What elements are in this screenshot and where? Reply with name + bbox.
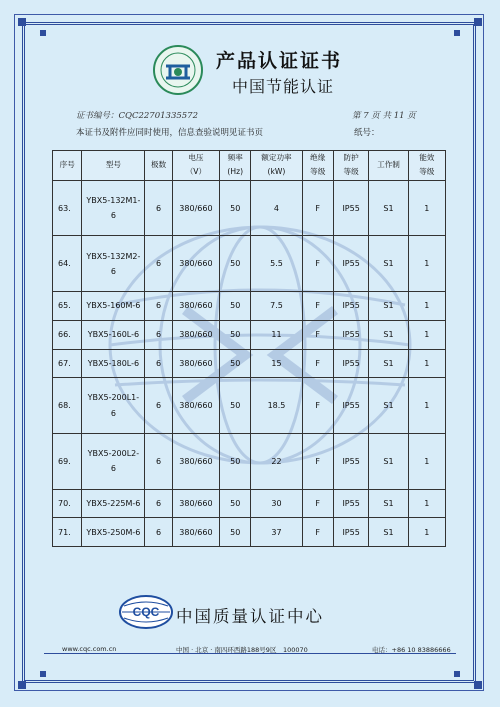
cell-poles: 6 — [145, 433, 173, 489]
column-header-line: (Hz) — [227, 167, 244, 177]
cell-insulation: F — [302, 236, 333, 292]
cell-poles: 6 — [145, 489, 173, 518]
energy-saving-certification-logo — [152, 44, 204, 96]
cell-model — [82, 378, 145, 434]
cell-poles: 6 — [145, 349, 173, 378]
corner-ornament — [40, 671, 46, 677]
table-row — [53, 489, 446, 518]
column-header-line: 频率 — [227, 153, 243, 162]
cell-voltage: 380/660 — [172, 236, 219, 292]
table-row — [53, 320, 446, 349]
model-line: YBX5-200L2- — [87, 449, 140, 458]
cell-duty: S1 — [369, 433, 408, 489]
cell-duty: S1 — [369, 236, 408, 292]
paper-number-label: 纸号： — [354, 128, 380, 138]
cell-duty: S1 — [369, 349, 408, 378]
cell-insulation: F — [302, 180, 333, 236]
cell-no: 65. — [53, 292, 82, 321]
footer-website: www.cqc.com.cn — [62, 645, 117, 653]
cell-insulation: F — [302, 518, 333, 547]
cell-poles: 6 — [145, 236, 173, 292]
cell-freq: 50 — [220, 180, 251, 236]
cell-protection: IP55 — [333, 349, 368, 378]
column-header-line: 等级 — [419, 167, 435, 177]
cell-poles: 6 — [145, 292, 173, 321]
column-header-line: 绝缘 — [310, 153, 326, 162]
cell-poles: 6 — [145, 320, 173, 349]
corner-ornament — [474, 18, 482, 26]
cell-duty: S1 — [369, 292, 408, 321]
column-header — [333, 151, 368, 181]
corner-ornament — [454, 30, 460, 36]
model-line: YBX5-200L1- — [87, 393, 140, 403]
cell-duty: S1 — [369, 489, 408, 518]
cell-insulation: F — [302, 378, 333, 434]
cell-model — [82, 433, 145, 489]
cell-protection: IP55 — [333, 320, 368, 349]
cell-power: 7.5 — [251, 292, 302, 321]
cell-efficiency: 1 — [408, 378, 445, 434]
model-line: YBX5-250M-6 — [86, 527, 141, 537]
column-header-line: 工作制 — [377, 160, 400, 170]
cqc-logo-text: CQC — [132, 605, 160, 619]
cell-insulation: F — [302, 433, 333, 489]
table-row — [53, 180, 446, 236]
corner-ornament — [474, 681, 482, 689]
column-header — [145, 151, 173, 181]
column-header-line: (kW) — [267, 167, 286, 177]
column-header-line: （V） — [185, 167, 207, 177]
model-line: YBX5-132M2- — [86, 251, 141, 261]
organization-name: 中国质量认证中心 — [176, 607, 324, 626]
cell-voltage: 380/660 — [172, 489, 219, 518]
model-line: YBX5-160L-6 — [87, 330, 140, 340]
cell-model — [82, 180, 145, 236]
cell-insulation: F — [302, 489, 333, 518]
cell-freq: 50 — [220, 236, 251, 292]
cell-insulation: F — [302, 292, 333, 321]
column-header-line: 极数 — [151, 160, 167, 170]
certificate-title: 产品认证证书 — [216, 50, 343, 72]
column-header-line: 防护 — [343, 153, 359, 162]
column-header-line: 等级 — [310, 167, 326, 177]
cell-protection: IP55 — [333, 180, 368, 236]
model-line: YBX5-180L-6 — [87, 358, 140, 368]
cell-freq: 50 — [220, 433, 251, 489]
cell-no: 67. — [53, 349, 82, 378]
column-header — [82, 151, 145, 181]
cell-freq: 50 — [220, 320, 251, 349]
cell-power: 18.5 — [251, 378, 302, 434]
cell-voltage: 380/660 — [172, 433, 219, 489]
model-line: YBX5-225M-6 — [86, 498, 141, 508]
cell-efficiency: 1 — [408, 349, 445, 378]
table-row — [53, 349, 446, 378]
table-row — [53, 518, 446, 547]
cell-power: 11 — [251, 320, 302, 349]
cell-voltage: 380/660 — [172, 518, 219, 547]
cell-efficiency: 1 — [408, 433, 445, 489]
certificate-number-value: CQC22701335572 — [118, 111, 198, 121]
cell-power: 5.5 — [251, 236, 302, 292]
column-header — [302, 151, 333, 181]
column-header-line: 等级 — [343, 167, 359, 177]
column-header — [172, 151, 219, 181]
cell-power: 15 — [251, 349, 302, 378]
table-row — [53, 433, 446, 489]
cell-power: 4 — [251, 180, 302, 236]
cell-efficiency: 1 — [408, 320, 445, 349]
cell-voltage: 380/660 — [172, 349, 219, 378]
cell-no: 63. — [53, 180, 82, 236]
cell-freq: 50 — [220, 349, 251, 378]
model-line: 6 — [110, 464, 116, 474]
cell-voltage: 380/660 — [172, 292, 219, 321]
corner-ornament — [18, 681, 26, 689]
cell-no: 71. — [53, 518, 82, 547]
column-header-line: 电压 — [188, 153, 204, 162]
certificate-number-label: 证书编号： — [76, 111, 119, 121]
cell-voltage: 380/660 — [172, 180, 219, 236]
column-header — [220, 151, 251, 181]
cell-protection: IP55 — [333, 489, 368, 518]
cell-power: 22 — [251, 433, 302, 489]
footer-phone: 电话：+86 10 83886666 — [372, 646, 451, 654]
footer-address: 中国 · 北京 · 南四环西路188号9区 100070 — [176, 646, 308, 654]
model-line: YBX5-160M-6 — [86, 301, 141, 311]
cell-no: 68. — [53, 378, 82, 434]
cell-power: 37 — [251, 518, 302, 547]
column-header-line: 能效 — [419, 153, 435, 162]
model-line: 6 — [110, 211, 116, 221]
cell-insulation: F — [302, 320, 333, 349]
column-header-line: 型号 — [105, 160, 121, 170]
cell-duty: S1 — [369, 320, 408, 349]
column-header — [251, 151, 302, 181]
model-line: 6 — [110, 408, 116, 418]
table-header-row — [53, 151, 446, 181]
cell-model — [82, 320, 145, 349]
cell-no: 66. — [53, 320, 82, 349]
corner-ornament — [454, 671, 460, 677]
column-header — [369, 151, 408, 181]
column-header-line: 序号 — [59, 160, 75, 170]
table-row — [53, 378, 446, 434]
corner-ornament — [40, 30, 46, 36]
cell-freq: 50 — [220, 518, 251, 547]
cell-power: 30 — [251, 489, 302, 518]
certificate-subtitle: 中国节能认证 — [232, 77, 335, 96]
cell-model — [82, 236, 145, 292]
cell-model — [82, 292, 145, 321]
cqc-logo — [118, 594, 174, 630]
cell-voltage: 380/660 — [172, 378, 219, 434]
cell-duty: S1 — [369, 180, 408, 236]
cell-protection: IP55 — [333, 433, 368, 489]
cell-duty: S1 — [369, 518, 408, 547]
cell-model — [82, 349, 145, 378]
cell-duty: S1 — [369, 378, 408, 434]
cell-freq: 50 — [220, 378, 251, 434]
model-line: 6 — [110, 266, 116, 276]
cell-model — [82, 518, 145, 547]
certificate-number — [76, 109, 198, 121]
corner-ornament — [18, 18, 26, 26]
cell-poles: 6 — [145, 180, 173, 236]
cell-efficiency: 1 — [408, 518, 445, 547]
model-line: YBX5-132M1- — [86, 195, 141, 205]
cell-efficiency: 1 — [408, 180, 445, 236]
cell-efficiency: 1 — [408, 292, 445, 321]
cell-efficiency: 1 — [408, 236, 445, 292]
table-row — [53, 292, 446, 321]
cell-poles: 6 — [145, 378, 173, 434]
column-header-line: 额定功率 — [261, 153, 292, 162]
cell-freq: 50 — [220, 489, 251, 518]
usage-notice: 本证书及附件应同时使用，信息查验说明见证书页 — [76, 128, 264, 138]
cell-freq: 50 — [220, 292, 251, 321]
cell-no: 69. — [53, 433, 82, 489]
cell-insulation: F — [302, 349, 333, 378]
table-row — [53, 236, 446, 292]
column-header — [53, 151, 82, 181]
product-spec-table — [52, 150, 446, 547]
cell-efficiency: 1 — [408, 489, 445, 518]
cell-voltage: 380/660 — [172, 320, 219, 349]
cell-no: 64. — [53, 236, 82, 292]
page-info: 第 7 页 共 11 页 — [352, 111, 416, 121]
cell-poles: 6 — [145, 518, 173, 547]
cell-protection: IP55 — [333, 518, 368, 547]
column-header — [408, 151, 445, 181]
cell-protection: IP55 — [333, 292, 368, 321]
cell-protection: IP55 — [333, 378, 368, 434]
cell-no: 70. — [53, 489, 82, 518]
cell-model — [82, 489, 145, 518]
cell-protection: IP55 — [333, 236, 368, 292]
